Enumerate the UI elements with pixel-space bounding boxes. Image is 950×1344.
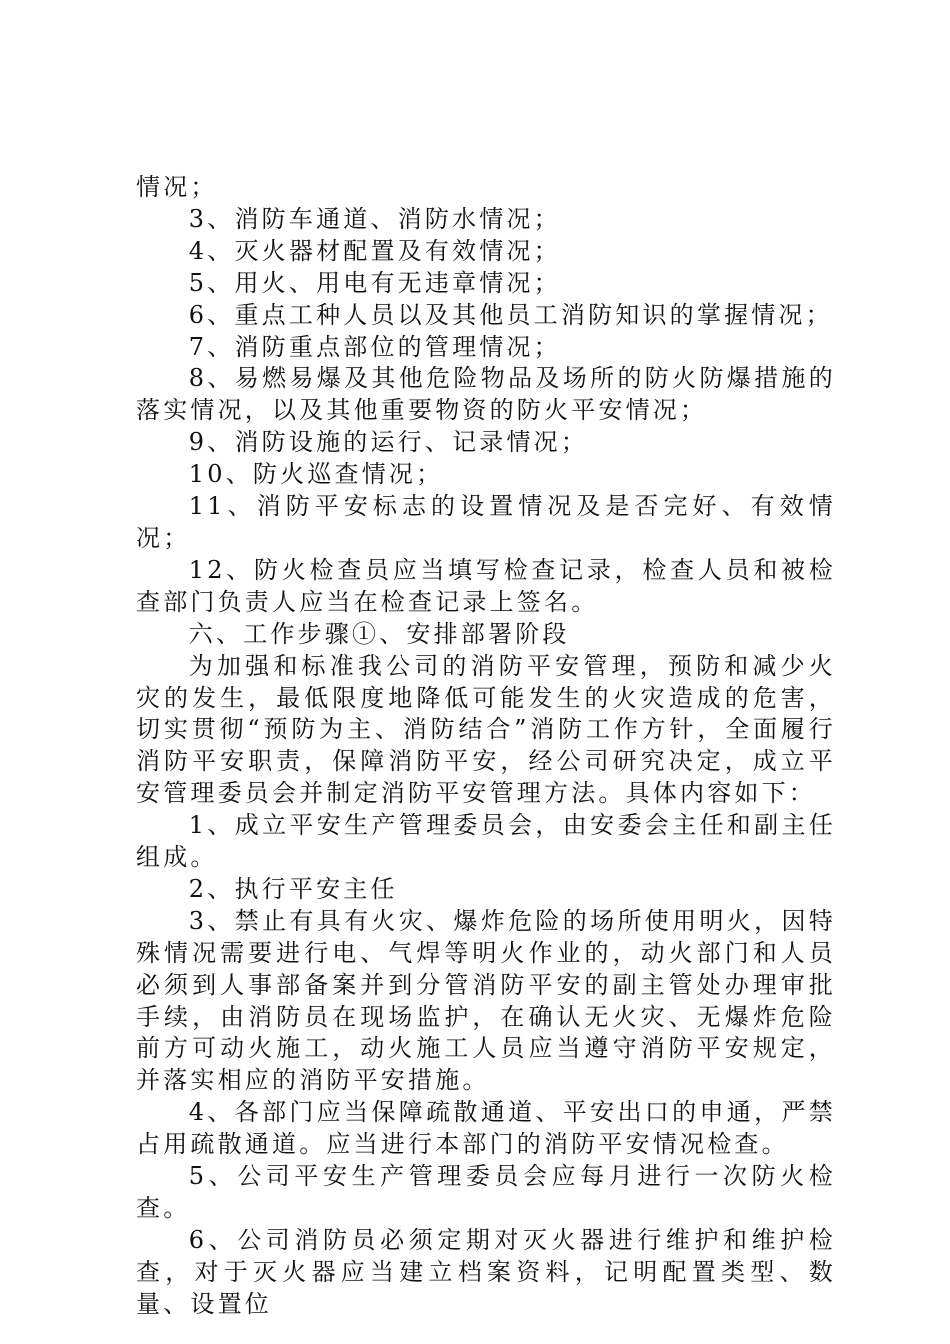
paragraph: 12、防火检查员应当填写检查记录，检查人员和被检查部门负责人应当在检查记录上签名。 (136, 555, 836, 616)
paragraph: 3、消防车通道、消防水情况； (188, 204, 561, 233)
paragraph: 1、成立平安生产管理委员会，由安委会主任和副主任组成。 (136, 811, 836, 872)
paragraph: 6、重点工种人员以及其他员工消防知识的掌握情况； (188, 300, 833, 329)
paragraph: 8、易燃易爆及其他危险物品及场所的防火防爆措施的落实情况，以及其他重要物资的防火平安情况； (136, 364, 836, 425)
paragraph: 9、消防设施的运行、记录情况； (188, 428, 589, 457)
paragraph: 2、执行平安主任 (188, 874, 398, 903)
paragraph: 为加强和标准我公司的消防平安管理，预防和减少火灾的发生，最低限度地降低可能发生的火灾造成的危害，切实贯彻“预防为主、消防结合”消防工作方针，全面履行消防平安职责，保障消防平安，经公司研究决定，成立平安管理委员会并制定消防平安管理方法。具体内容如下： (136, 651, 836, 808)
document-body (136, 172, 836, 1321)
paragraph: 5、用火、用电有无违章情况； (188, 268, 561, 297)
paragraph: 3、禁止有具有火灾、爆炸危险的场所使用明火，因特殊情况需要进行电、气焊等明火作业的，动火部门和人员必须到人事部备案并到分管消防平安的副主管处办理审批手续，由消防员在现场监护，在确认无火灾、无爆炸危险前方可动火施工，动火施工人员应当遵守消防平安规定，并落实相应的消防平安措施。 (136, 906, 836, 1095)
paragraph: 4、各部门应当保障疏散通道、平安出口的申通，严禁占用疏散通道。应当进行本部门的消防平安情况检查。 (136, 1098, 836, 1159)
paragraph: 10、防火巡查情况； (188, 460, 444, 489)
paragraph: 6、公司消防员必须定期对灭火器进行维护和维护检查，对于灭火器应当建立档案资料，记明配置类型、数量、设置位 (136, 1225, 836, 1318)
section-heading: 六、工作步骤①、安排部署阶段 (188, 619, 570, 648)
paragraph: 7、消防重点部位的管理情况； (188, 332, 561, 361)
paragraph: 5、公司平安生产管理委员会应每月进行一次防火检查。 (136, 1162, 836, 1222)
paragraph: 11、消防平安标志的设置情况及是否完好、有效情况； (136, 492, 836, 552)
paragraph: 4、灭火器材配置及有效情况； (188, 236, 561, 265)
paragraph: 情况； (136, 173, 218, 201)
